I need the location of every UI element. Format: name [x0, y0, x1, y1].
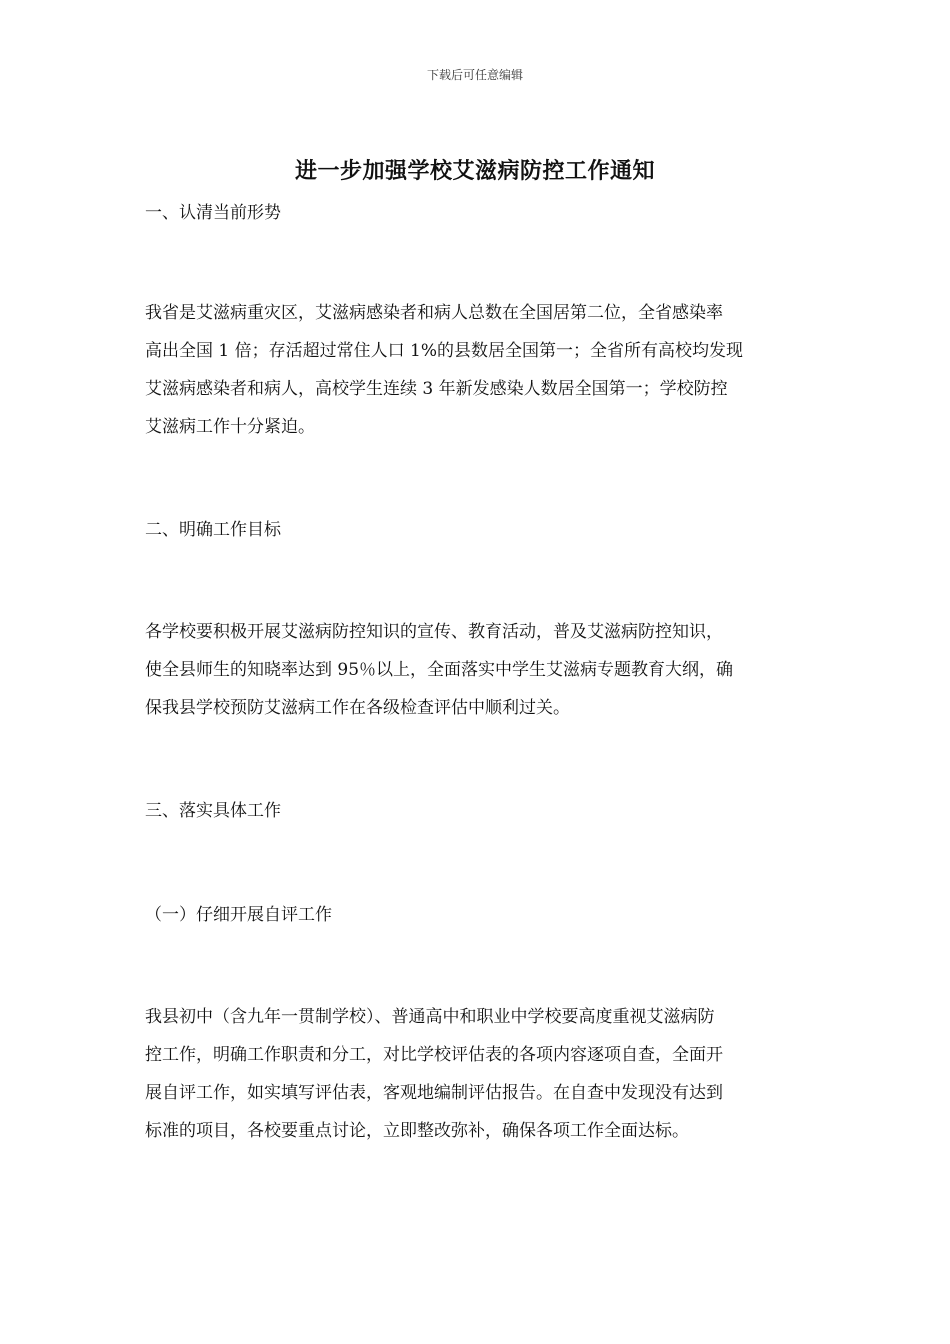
section-heading-2: 二、明确工作目标 — [145, 520, 281, 540]
paragraph-line: 我省是艾滋病重灾区，艾滋病感染者和病人总数在全国居第二位，全省感染率 — [145, 303, 723, 323]
paragraph-line: 我县初中（含九年一贯制学校）、普通高中和职业中学校要高度重视艾滋病防 — [145, 1007, 715, 1027]
document-title: 进一步加强学校艾滋病防控工作通知 — [294, 158, 655, 184]
paragraph-line: 艾滋病感染者和病人，高校学生连续 3 年新发感染人数居全国第一；学校防控 — [145, 379, 728, 399]
paragraph-line: 标准的项目，各校要重点讨论，立即整改弥补，确保各项工作全面达标。 — [145, 1121, 689, 1141]
paragraph-line: 高出全国 1 倍；存活超过常住人口 1%的县数居全国第一；全省所有高校均发现 — [145, 341, 743, 361]
section-heading-1: 一、认清当前形势 — [145, 203, 281, 223]
section-heading-3: 三、落实具体工作 — [145, 801, 281, 821]
paragraph-line: 保我县学校预防艾滋病工作在各级检查评估中顺利过关。 — [145, 698, 570, 718]
paragraph-line: 艾滋病工作十分紧迫。 — [145, 417, 315, 437]
paragraph-line: 使全县师生的知晓率达到 95％以上，全面落实中学生艾滋病专题教育大纲，确 — [145, 660, 734, 680]
subsection-heading-1: （一）仔细开展自评工作 — [145, 905, 332, 925]
paragraph-2 — [145, 613, 810, 727]
paragraph-line: 控工作，明确工作职责和分工，对比学校评估表的各项内容逐项自查，全面开 — [145, 1045, 723, 1065]
paragraph-line: 展自评工作，如实填写评估表，客观地编制评估报告。在自查中发现没有达到 — [145, 1083, 723, 1103]
header-note: 下载后可任意编辑 — [426, 68, 523, 82]
paragraph-3 — [145, 998, 810, 1150]
paragraph-1 — [145, 294, 810, 446]
paragraph-line: 各学校要积极开展艾滋病防控知识的宣传、教育活动，普及艾滋病防控知识， — [145, 622, 723, 642]
